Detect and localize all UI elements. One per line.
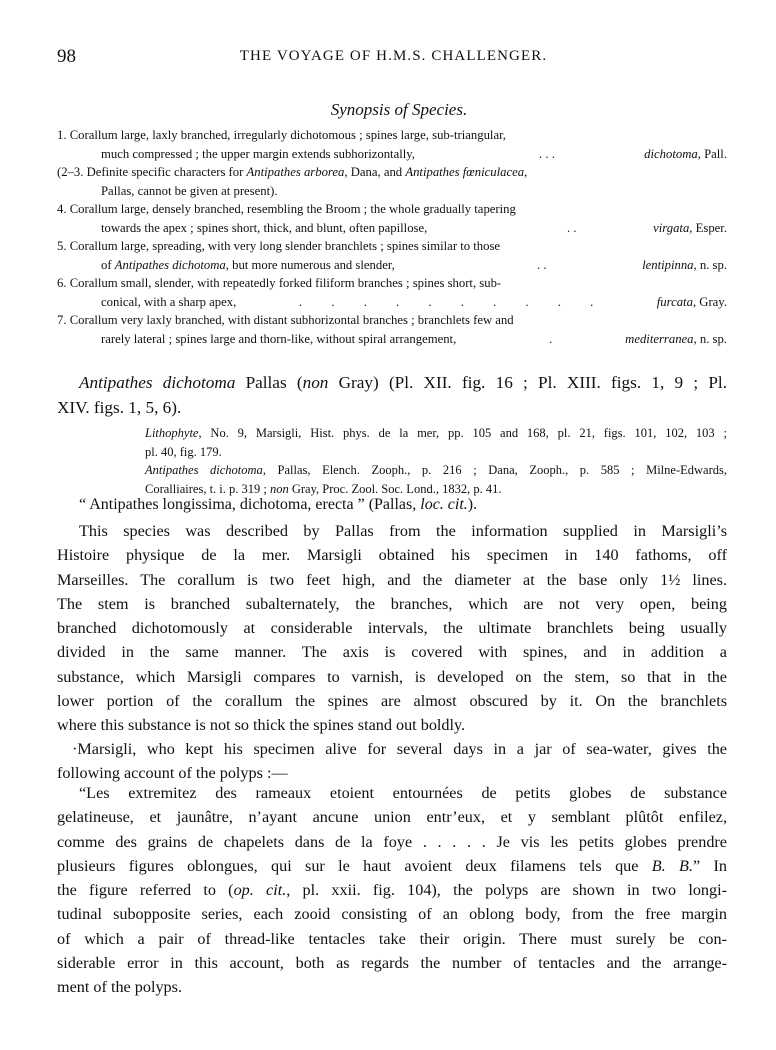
synopsis-item — [57, 200, 727, 237]
paragraph-line: siderable error in this account, both as regards the number of tentacles and the arrange- — [57, 954, 727, 973]
taxon-name: Antipathes dichotoma — [114, 257, 226, 272]
paragraph-line: Marseilles. The corallum is two feet high, and the diameter at the base only 1½ lines. — [57, 570, 727, 589]
species-epithet: furcata — [656, 294, 693, 309]
species-name — [644, 145, 727, 164]
paragraph-line: branched dichotomously at considerable intervals, the ultimate branchlets being usually — [57, 619, 727, 638]
species-epithet: dichotoma — [644, 146, 698, 161]
synonym-non: non — [269, 481, 289, 496]
paragraph-line: of which a pair of thread-like tentacles take their origin. There must surely be con- — [57, 929, 727, 948]
synopsis-line-text: rarely lateral ; spines large and thorn-like, without spiral arrangement, — [101, 331, 457, 346]
synopsis-line — [57, 219, 727, 238]
species-epithet: mediterranea — [625, 331, 694, 346]
running-title: THE VOYAGE OF H.M.S. CHALLENGER. — [239, 48, 548, 64]
leaders: . . . . . . . . . . — [299, 294, 594, 309]
synonymy-line: pl. 40, fig. 179. — [145, 444, 222, 459]
page-header — [57, 46, 730, 70]
paragraph-polyps — [57, 781, 727, 1000]
synopsis-line: of Antipathes dichotoma, but more numerous and slender, . . — [57, 256, 727, 275]
line-text: ” In — [693, 856, 728, 875]
species-authority: , Pall. — [697, 146, 727, 161]
paragraph-line: substance, which Marsigli compares to varnish, is developed on the stem, so that in the — [57, 667, 727, 686]
synopsis-title: Synopsis of Species. — [330, 100, 468, 119]
paragraph-line: divided in the same manner. The axis is covered with spines, and in addition a — [57, 643, 727, 662]
paragraph-line: gelatineuse, et jaunâtre, n’ayant ancune union entr’eux, et y semblant plûtôt enfilez, — [57, 808, 727, 827]
species-authority: , n. sp. — [693, 257, 727, 272]
synopsis-item — [57, 311, 727, 348]
synonymy-entry — [145, 424, 727, 461]
species-authority: , Esper. — [689, 220, 727, 235]
synopsis-item — [57, 163, 727, 200]
line-italic: B. B. — [651, 856, 693, 875]
species-name — [625, 330, 727, 349]
synonymy-line — [145, 424, 727, 443]
species-epithet: virgata — [653, 220, 690, 235]
heading-line: XIV. figs. 1, 5, 6). — [57, 398, 182, 417]
paragraph-line: Histoire physique de la mer. Marsigli obtained his specimen in 140 fathoms, off — [57, 546, 727, 565]
heading-species: Antipathes dichotoma — [79, 373, 236, 392]
line-text: plusieurs figures oblongues, qui sur le haut avoient deux filamens tels que — [57, 856, 652, 875]
leaders: . . . — [539, 146, 555, 161]
paragraph-line: ment of the polyps. — [57, 978, 182, 997]
synopsis-line-text: conical, with a sharp apex, — [101, 294, 237, 309]
synopsis-item — [57, 237, 727, 274]
species-epithet: lentipinna — [642, 257, 694, 272]
paragraph-line: tudinal subopposite series, each zooid consisting of an oblong body, from the free margin — [57, 905, 727, 924]
leaders: . . — [537, 257, 547, 272]
species-name — [642, 256, 727, 275]
paragraph-marsigli — [57, 737, 727, 786]
synopsis-line: 1. Corallum large, laxly branched, irregularly dichotomous ; spines large, sub-triangular, — [57, 128, 506, 142]
synopsis-line: 6. Corallum small, slender, with repeatedly forked filiform branches ; spines short, sub- — [57, 276, 502, 290]
synopsis-line-text: much compressed ; the upper margin extends subhorizontally, — [101, 146, 415, 161]
heading-non: non — [302, 373, 329, 392]
heading-author: Pallas ( — [235, 373, 303, 392]
synonymy-list — [145, 424, 727, 498]
synonym-citation: Gray, Proc. Zool. Soc. Lond., 1832, p. 41. — [288, 481, 502, 496]
taxon-name: Antipathes arborea — [246, 165, 345, 179]
paragraph-line: lower portion of the corallum the spines are almost obscured by it. On the branchlets — [57, 692, 727, 711]
taxon-name: Antipathes fœniculacea — [405, 165, 525, 179]
leaders: . — [549, 331, 553, 346]
synopsis-line — [57, 293, 727, 312]
synopsis-line: 5. Corallum large, spreading, with very long slender branchlets ; spines similar to those — [57, 239, 501, 253]
line-text: , pl. xxii. fig. 104), the polyps are shown in two longi- — [286, 881, 728, 900]
paragraph-line: This species was described by Pallas from the information supplied in Marsigli’s — [79, 522, 727, 540]
species-authority: , Gray. — [692, 294, 727, 309]
species-heading — [57, 370, 727, 420]
quote-loc: loc. cit. — [420, 496, 468, 513]
species-name — [657, 293, 727, 312]
heading-plates: Gray) (Pl. XII. fig. 16 ; Pl. XIII. figs. 1, 9 ; Pl. — [328, 373, 728, 392]
synopsis-item — [57, 274, 727, 311]
paragraph-line: comme des grains de chapelets dans de la foye . . . . . Je vis les petits globes prendre — [57, 832, 727, 851]
page-number: 98 — [57, 46, 76, 67]
quote-end: ). — [467, 496, 478, 513]
synonym-name: Antipathes dichotoma — [145, 463, 263, 477]
paragraph-line — [57, 878, 727, 902]
synonym-citation: Coralliaires, t. i. p. 319 ; — [145, 481, 270, 496]
species-name — [653, 219, 727, 238]
synonym-citation: , Pallas, Elench. Zooph., p. 216 ; Dana, Zooph., p. 585 ; Milne-Edwards, — [262, 463, 727, 477]
synonymy-line — [145, 461, 727, 480]
synopsis-line: Pallas, cannot be given at present). — [101, 183, 278, 198]
paragraph-line: “Les extremitez des rameaux etoient entournées de petits globes de substance — [79, 784, 727, 802]
paragraph-line — [57, 854, 727, 878]
synopsis-line: (2–3. Definite specific characters for Antipathes arborea, Dana, and Antipathes fœniculacea, — [57, 165, 528, 179]
synopsis-line — [57, 145, 727, 164]
leaders: . . — [567, 220, 577, 235]
paragraph-description — [57, 519, 727, 738]
synopsis-line: 4. Corallum large, densely branched, resembling the Broom ; the whole gradually tapering — [57, 202, 516, 216]
paragraph-line: following account of the polyps :— — [57, 764, 288, 783]
synopsis-line: 7. Corallum very laxly branched, with distant subhorizontal branches ; branchlets few and — [57, 313, 514, 327]
species-authority: , n. sp. — [693, 331, 727, 346]
quote-text: “ Antipathes longissima, dichotoma, erecta ” (Pallas, — [79, 496, 421, 513]
line-text: the figure referred to ( — [57, 881, 234, 900]
paragraph-line: ·Marsigli, who kept his specimen alive for several days in a jar of sea-water, gives the — [72, 740, 727, 758]
synopsis-line-text: towards the apex ; spines short, thick, and blunt, often papillose, — [101, 220, 428, 235]
paragraph-line: The stem is branched subalternately, the branches, which are not very open, being — [57, 594, 727, 613]
synopsis-item — [57, 126, 727, 163]
synopsis-list — [57, 126, 727, 348]
line-italic: op. cit. — [233, 881, 287, 900]
heading-line — [57, 370, 727, 395]
synonymy-entry — [145, 461, 727, 498]
synonym-name: Lithophyte — [145, 426, 199, 440]
paragraph-line: where this substance is not so thick the spines stand out boldly. — [57, 716, 466, 735]
synonym-citation: , No. 9, Marsigli, Hist. phys. de la mer, pp. 105 and 168, pl. 21, figs. 101, 102, 103 ; — [198, 426, 727, 440]
pallas-quote — [79, 496, 639, 514]
